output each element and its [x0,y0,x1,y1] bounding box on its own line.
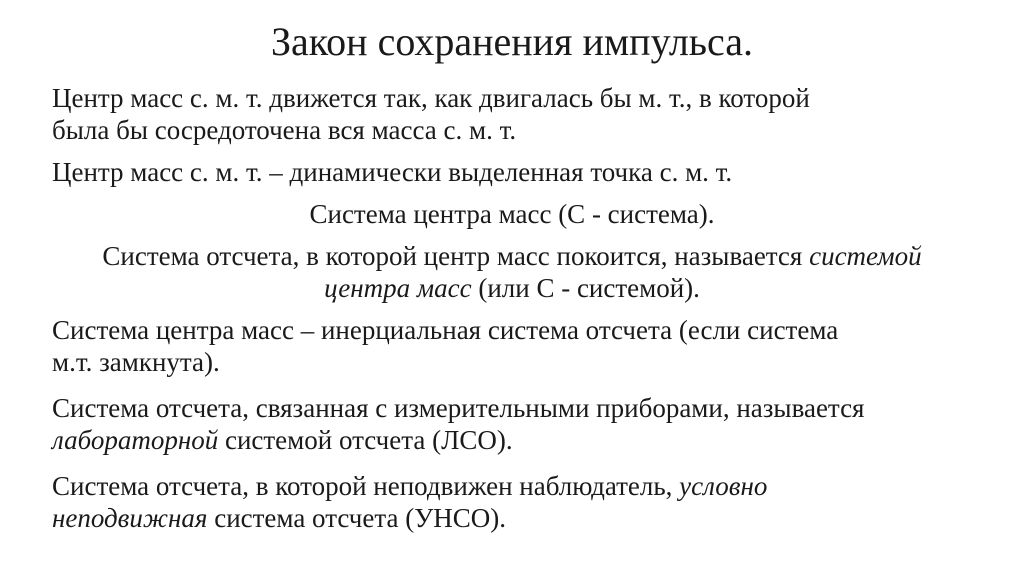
paragraph-line: Центр масс с. м. т. – динамически выделенная точка с. м. т. [52,157,733,187]
paragraph-line: Система отсчета, связанная с измерительными приборами, называется [52,393,865,423]
paragraph-line: Центр масс с. м. т. движется так, как двигалась бы м. т., в которой [52,83,810,113]
paragraph-c-system-heading [30,198,994,230]
emphasis-term: системой [809,241,922,271]
paragraph-line: м.т. замкнута). [52,347,220,377]
paragraph-laboratory-system [52,392,982,456]
emphasis-term: условно [679,471,768,501]
paragraph-observer-system [52,470,982,534]
slide-title: Закон сохранения импульса. [270,19,754,64]
paragraph-line: Система центра масс (С - система). [309,199,715,229]
paragraph-c-system-definition [30,240,994,304]
paragraph-dynamic-point [52,156,982,188]
paragraph-inertial-system [52,314,982,378]
emphasis-term: центра масс [324,273,472,303]
paragraph-line: Система центра масс – инерциальная система отсчета (если система [52,315,839,345]
emphasis-term: лабораторной [52,425,219,455]
paragraph-text: Система отсчета, в которой неподвижен наблюдатель, [52,471,680,501]
paragraph-line: была бы сосредоточена вся масса с. м. т. [52,115,517,145]
paragraph-center-of-mass-motion [52,82,982,146]
paragraph-text: Система отсчета, в которой центр масс покоится, называется [102,241,810,271]
emphasis-term: неподвижная [52,503,208,533]
paragraph-text: (или С - системой). [471,273,700,303]
paragraph-text: система отсчета (УНСО). [207,503,507,533]
paragraph-text: системой отсчета (ЛСО). [218,425,513,455]
